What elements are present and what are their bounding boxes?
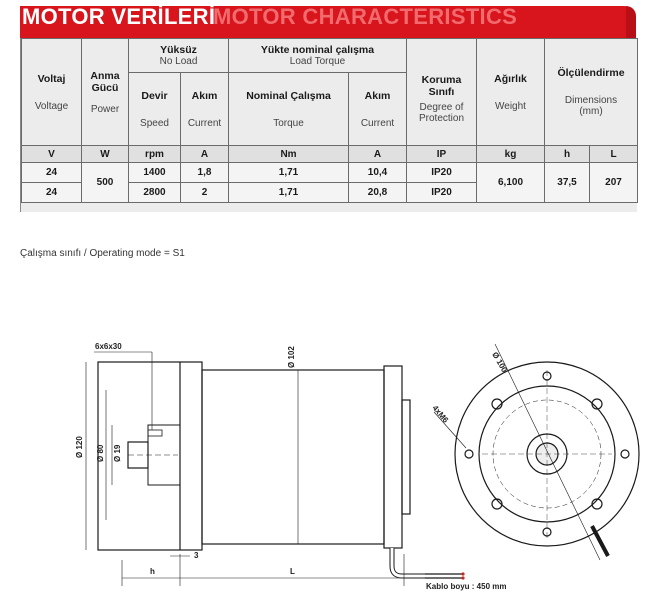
header-load-en: Load Torque bbox=[289, 56, 346, 67]
cell-protection: IP20 bbox=[407, 163, 477, 183]
dim-bolt-circle: Ø 100 bbox=[490, 350, 509, 374]
unit-cell: rpm bbox=[129, 146, 181, 163]
motor-body bbox=[202, 370, 384, 544]
header-speed-en: Speed bbox=[140, 117, 169, 129]
side-view bbox=[86, 352, 465, 586]
header-current-en: Current bbox=[187, 117, 222, 129]
unit-cell: L bbox=[590, 146, 638, 163]
header-no-load-tr: Yüksüz bbox=[160, 44, 197, 56]
dim-3: 3 bbox=[194, 551, 199, 560]
units-row bbox=[22, 146, 638, 163]
dim-L: L bbox=[290, 567, 295, 576]
table-row bbox=[22, 163, 638, 183]
title-turkish: MOTOR VERİLERİ bbox=[22, 4, 216, 29]
header-voltage-tr: Voltaj bbox=[37, 72, 66, 85]
dim-cable-length: Kablo boyu : 450 mm bbox=[426, 582, 507, 591]
header-weight-tr: Ağırlık bbox=[494, 72, 527, 85]
dim-flange-diameter: Ø 120 bbox=[75, 436, 84, 458]
cell-current: 1,8 bbox=[181, 163, 229, 183]
dim-pilot-diameter: Ø 80 bbox=[96, 444, 105, 462]
cell-speed: 2800 bbox=[129, 183, 181, 203]
cell-protection: IP20 bbox=[407, 183, 477, 203]
dim-shaft-diameter: Ø 19 bbox=[113, 444, 122, 462]
header-power bbox=[82, 39, 129, 146]
header-weight bbox=[477, 39, 545, 146]
header-torque-tr: Nominal Çalışma bbox=[246, 89, 331, 102]
header-load-tr: Yükte nominal çalışma bbox=[260, 44, 375, 56]
spec-table bbox=[21, 38, 638, 203]
header-load-current-en: Current bbox=[360, 117, 395, 129]
header-weight-en: Weight bbox=[495, 100, 526, 112]
header-torque-en: Torque bbox=[273, 117, 304, 129]
header-current-tr: Akım bbox=[191, 89, 218, 102]
end-cap bbox=[384, 366, 402, 548]
cell-weight: 6,100 bbox=[477, 163, 545, 203]
header-power-tr: Anma Gücü bbox=[90, 69, 120, 94]
header-protection bbox=[407, 39, 477, 146]
unit-cell: kg bbox=[477, 146, 545, 163]
header-speed bbox=[129, 73, 181, 146]
header-no-load-en: No Load bbox=[159, 56, 198, 67]
dim-bolts: 4xM6 bbox=[430, 403, 451, 425]
header-voltage bbox=[22, 39, 82, 146]
unit-cell: Nm bbox=[229, 146, 349, 163]
header-dimensions-en: Dimensions (mm) bbox=[564, 95, 618, 117]
cell-torque: 1,71 bbox=[229, 163, 349, 183]
header-dimensions-tr: Ölçülendirme bbox=[557, 67, 625, 79]
cell-h: 37,5 bbox=[545, 163, 590, 203]
technical-drawing bbox=[0, 330, 672, 592]
header-power-en: Power bbox=[90, 103, 120, 115]
cell-load-current: 20,8 bbox=[349, 183, 407, 203]
header-torque bbox=[229, 73, 349, 146]
cell-speed: 1400 bbox=[129, 163, 181, 183]
header-protection-tr: Koruma Sınıfı bbox=[421, 74, 462, 98]
header-current bbox=[181, 73, 229, 146]
cell-voltage: 24 bbox=[22, 163, 82, 183]
dim-body-diameter: Ø 102 bbox=[287, 346, 296, 368]
cell-power: 500 bbox=[82, 163, 129, 203]
cell-current: 2 bbox=[181, 183, 229, 203]
dim-h: h bbox=[150, 567, 155, 576]
header-load bbox=[229, 39, 407, 73]
cell-torque: 1,71 bbox=[229, 183, 349, 203]
header-load-current bbox=[349, 73, 407, 146]
header-dimensions bbox=[545, 39, 638, 146]
header-protection-en: Degree of Protection bbox=[418, 102, 465, 124]
header-no-load bbox=[129, 39, 229, 73]
unit-cell: W bbox=[82, 146, 129, 163]
unit-cell: IP bbox=[407, 146, 477, 163]
unit-cell: h bbox=[545, 146, 590, 163]
operating-mode-note: Çalışma sınıfı / Operating mode = S1 bbox=[20, 248, 185, 259]
banner-corner bbox=[626, 6, 636, 38]
header-voltage-en: Voltage bbox=[34, 100, 69, 112]
cell-load-current: 10,4 bbox=[349, 163, 407, 183]
header-speed-tr: Devir bbox=[141, 89, 168, 102]
unit-cell: V bbox=[22, 146, 82, 163]
unit-cell: A bbox=[181, 146, 229, 163]
unit-cell: A bbox=[349, 146, 407, 163]
front-view bbox=[434, 344, 639, 560]
spec-table-panel bbox=[20, 38, 637, 212]
cell-L: 207 bbox=[590, 163, 638, 203]
header-load-current-tr: Akım bbox=[364, 89, 391, 102]
dim-key: 6x6x30 bbox=[95, 342, 122, 351]
cell-voltage: 24 bbox=[22, 183, 82, 203]
title-english: MOTOR CHARACTERISTICS bbox=[213, 4, 518, 29]
